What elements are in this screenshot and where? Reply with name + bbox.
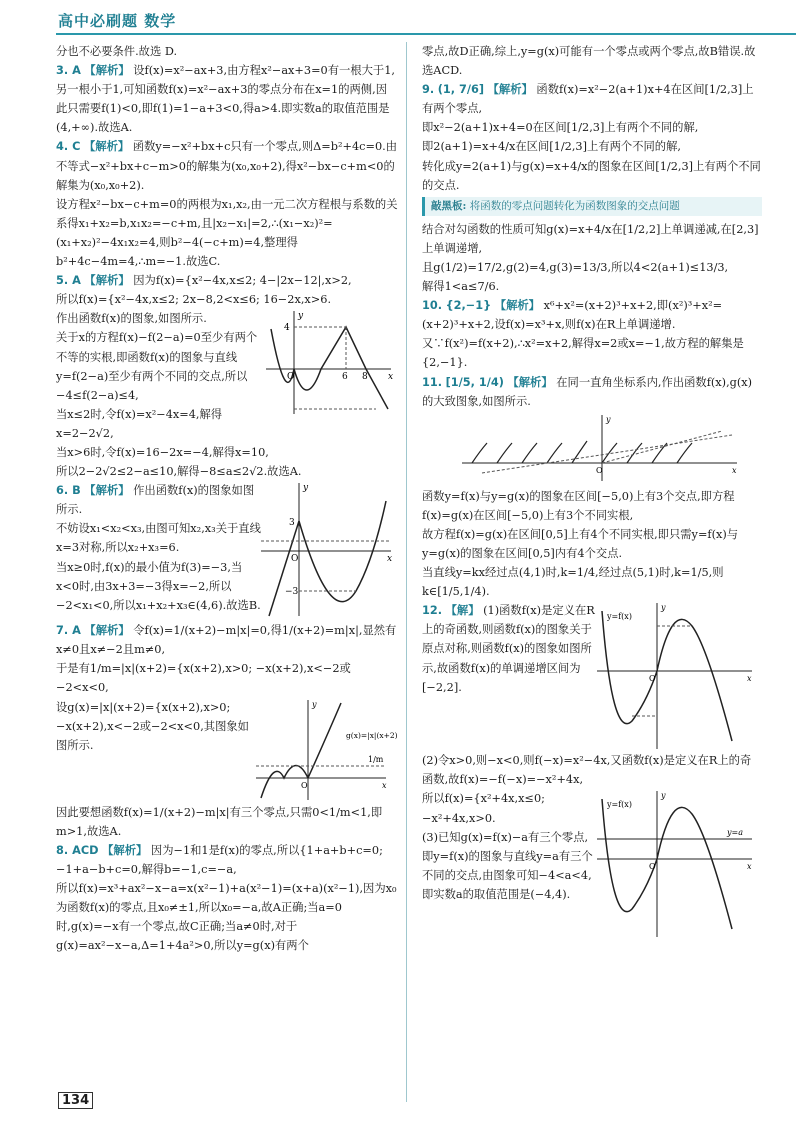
column-divider xyxy=(406,42,407,1102)
analysis-tag: 【解析】 xyxy=(494,298,540,313)
analysis-tag: 【解析】 xyxy=(487,82,533,97)
solution-text: 当x>6时,令f(x)=16−2x=−4,解得x=10, xyxy=(56,445,269,459)
question-number: 10. xyxy=(422,299,443,313)
solution-text: 令f(x)=1/(x+2)−m|x|=0,得1/(x+2)=m|x|,显然有x≠0且x≠−2且m≠0, xyxy=(56,624,397,657)
figure-q5 xyxy=(266,309,396,443)
svg-text:3: 3 xyxy=(289,518,295,529)
solution-11 xyxy=(422,373,762,602)
solution-text: 结合对勾函数的性质可知g(x)=x+4/x在[1/2,2]上单调递减,在[2,3]上单调递增, xyxy=(422,222,759,255)
solution-10 xyxy=(422,296,762,372)
question-number: 3. A xyxy=(56,64,81,78)
solution-text: 即2(a+1)=x+4/x在区间[1/2,3]上有两个不同的解, xyxy=(422,140,681,154)
solution-text: 所以f(x)={x²+4x,x≤0; −x²+4x,x>0. xyxy=(422,792,545,825)
tick-label: 4 xyxy=(284,323,290,334)
solution-text: 因为f(x)={x²−4x,x≤2; 4−|2x−12|,x>2, xyxy=(133,274,352,288)
solution-text: 作出函数f(x)的图象,如图所示. xyxy=(56,312,207,326)
solution-5 xyxy=(56,271,398,481)
svg-text:x: x xyxy=(387,554,393,565)
solution-text: (2)令x>0,则−x<0,则f(−x)=x²−4x,又函数f(x)是定义在R上的奇函数,故f(x)=−f(−x)=−x²+4x, xyxy=(422,754,752,787)
analysis-tag: 【解析】 xyxy=(84,623,130,638)
answer: [1/5, 1/4) xyxy=(445,375,504,389)
analysis-tag: 【解析】 xyxy=(84,273,130,288)
tick-label: 6 xyxy=(342,372,348,383)
solution-text: 当直线y=kx经过点(4,1)时,k=1/4,经过点(5,1)时,k=1/5,则k∈[1/5,1/4). xyxy=(422,566,724,599)
solution-text: 函数y=f(x)与y=g(x)的图象在区间[−5,0)上有3个交点,即方程f(x)=g(x)在区间[−5,0)上有3个不同实根, xyxy=(422,489,735,522)
piecewise-definition: 所以f(x)={x²−4x,x≤2; 2x−8,2<x≤6; 16−2x,x>6. xyxy=(56,293,332,307)
svg-text:x: x xyxy=(747,674,752,684)
svg-text:−3: −3 xyxy=(285,587,299,598)
question-number: 4. C xyxy=(56,140,81,154)
answer: (1, 7/6] xyxy=(437,83,485,97)
right-column xyxy=(422,42,762,939)
figure-q7 xyxy=(256,698,398,803)
tick-label: 8 xyxy=(362,372,368,383)
key-point-note xyxy=(422,197,762,216)
curve-label: y=f(x) xyxy=(607,612,632,622)
question-number: 11. xyxy=(422,375,443,389)
svg-text:O: O xyxy=(301,780,308,790)
axis-label: x xyxy=(388,372,394,383)
left-column xyxy=(56,42,398,955)
solution-4 xyxy=(56,137,398,271)
solution-text: 解得1<a≤7/6. xyxy=(422,280,500,294)
solution-text: 在同一直角坐标系内,作出函数f(x),g(x)的大致图象,如图所示. xyxy=(422,375,753,408)
solution-6 xyxy=(56,481,398,621)
line-label: y=a xyxy=(727,828,743,838)
svg-text:x: x xyxy=(747,862,752,872)
axis-label: y xyxy=(298,311,304,322)
solution-text: 且g(1/2)=17/2,g(2)=4,g(3)=13/3,所以4<2(a+1)≤13/3, xyxy=(422,260,729,274)
solution-text: 当x≥0时,f(x)的最小值为f(3)=−3,当x<0时,由3x+3=−3得x=−2,所以−2<x₁<0,所以x₁+x₂+x₃∈(4,6).故选B. xyxy=(56,560,261,612)
question-number: 12. xyxy=(422,604,443,618)
solution-text: x⁶+x²=(x+2)³+x+2,即(x²)³+x²=(x+2)³+x+2,设f(x)=x³+x,则f(x)在R上单调递增. xyxy=(422,299,723,332)
solution-text: 因此要想函数f(x)=1/(x+2)−m|x|有三个零点,只需0<1/m<1,即m>1,故选A. xyxy=(56,805,383,838)
solution-text: 函数f(x)=x²−2(a+1)x+4在区间[1/2,3]上有两个零点, xyxy=(422,83,754,116)
solution-text: 设方程x²−bx−c+m=0的两根为x₁,x₂,由一元二次方程根与系数的关系得x₁+x₂=b,x₁x₂=−c+m,且|x₂−x₁|=2,∴(x₁−x₂)²=(x₁+x₂)²−4x₁x₂=4,则b²−4(−c+m)=4,整理得b²+4c−4m=4,∴m=−1.故选C. xyxy=(56,197,398,269)
svg-text:x: x xyxy=(732,465,737,475)
solution-text: 所以2−2√2≤2−a≤10,解得−8≤a≤2√2.故选A. xyxy=(56,465,302,479)
solution-text: 即x²−2(a+1)x+4=0在区间[1/2,3]上有两个不同的解, xyxy=(422,121,699,135)
figure-q12a xyxy=(597,601,757,751)
curve-label: g(x)=|x|(x+2) xyxy=(346,730,398,740)
tick-label: O xyxy=(287,372,295,383)
continuation-text: 分也不必要条件.故选 D. xyxy=(56,45,178,58)
analysis-tag: 【解析】 xyxy=(84,63,130,78)
curve-label: y=f(x) xyxy=(607,800,632,810)
figure-q6 xyxy=(261,481,396,621)
solution-text: 所以f(x)=x³+ax²−x−a=x(x²−1)+a(x²−1)=(x+a)(x²−1),因为x₀为函数f(x)的零点,且x₀≠±1,所以x₀=−a,故A正确;当a=0时,g(x)=−x有一个零点,故C正确;当a≠0时,对于g(x)=ax²−x−a,Δ=1+4a²>0,所以y=g(x)有两个 xyxy=(56,881,397,953)
solution-text: 因为−1和1是f(x)的零点,所以{1+a+b+c=0; −1+a−b+c=0,解得b=−1,c=−a, xyxy=(56,843,383,876)
question-number: 5. A xyxy=(56,274,81,288)
note-label: 敲黑板: xyxy=(431,199,467,212)
header-rule xyxy=(56,33,796,35)
question-number: 8. ACD xyxy=(56,843,99,857)
svg-text:y: y xyxy=(661,603,666,613)
question-number: 9. xyxy=(422,83,435,97)
solution-text: 设f(x)=x²−ax+3,由方程x²−ax+3=0有一根大于1,另一根小于1,可知函数f(x)=x²−ax+3的零点分布在x=1的两侧,因此只需要f(1)<0,即f(1)=1−a+3<0,得a>4.即实数a的取值范围是(4,+∞).故选A. xyxy=(56,64,395,135)
solution-text: (3)已知g(x)=f(x)−a有三个零点,即y=f(x)的图象与直线y=a有三个不同的交点,由图象可知−4<a<4,即实数a的取值范围是(−4,4). xyxy=(422,830,593,901)
answer: {2,−1} xyxy=(445,299,492,313)
solution-text: 转化成y=2(a+1)与g(x)=x+4/x的图象在区间[1/2,3]上有两个不同的交点. xyxy=(422,159,761,192)
line-label: 1/m xyxy=(368,754,384,764)
solution-text: 当x≤2时,令f(x)=x²−4x=4,解得x=2−2√2, xyxy=(56,407,223,440)
page-number: 134 xyxy=(58,1092,93,1109)
svg-text:O: O xyxy=(649,862,656,872)
solution-9 xyxy=(422,80,762,296)
solution-text: 不妨设x₁<x₂<x₃,由图可知x₂,x₃关于直线x=3对称,所以x₂+x₃=6. xyxy=(56,522,261,555)
solution-8 xyxy=(56,841,398,956)
solution-text: 关于x的方程f(x)−f(2−a)=0至少有两个不等的实根,即函数f(x)的图象与直线y=f(2−a)至少有两个不同的交点,所以−4≤f(2−a)≤4, xyxy=(56,331,258,402)
svg-text:y: y xyxy=(661,791,666,801)
solution-text: 故方程f(x)=g(x)在区间[0,5]上有4个不同实根,即只需y=f(x)与y=g(x)的图象在区间[0,5]内有4个交点. xyxy=(422,527,739,560)
svg-text:y: y xyxy=(303,483,309,494)
analysis-tag: 【解析】 xyxy=(84,483,130,498)
solution-text: 又∵f(x²)=f(x+2),∴x²=x+2,解得x=2或x=−1,故方程的解集是{2,−1}. xyxy=(422,337,744,370)
svg-text:x: x xyxy=(382,780,387,790)
analysis-tag: 【解析】 xyxy=(102,842,148,857)
svg-text:y: y xyxy=(606,414,611,424)
figure-q12b xyxy=(597,789,757,939)
solution-7 xyxy=(56,621,398,841)
note-text: 将函数的零点问题转化为函数图象的交点问题 xyxy=(469,199,680,212)
svg-text:O: O xyxy=(291,554,299,565)
svg-text:y: y xyxy=(312,699,317,709)
solution-3 xyxy=(56,61,398,137)
question-number: 6. B xyxy=(56,484,81,498)
book-title: 高中必刷题 数学 xyxy=(58,12,177,30)
solution-text: 函数y=−x²+bx+c只有一个零点,则Δ=b²+4c=0.由不等式−x²+bx+c−m>0的解集为(x₀,x₀+2),得x²−bx−c+m<0的解集为(x₀,x₀+2). xyxy=(56,140,398,192)
solution-tag: 【解】 xyxy=(445,603,480,618)
continuation-text: 零点,故D正确,综上,y=g(x)可能有一个零点或两个零点,故B错误.故选ACD. xyxy=(422,45,756,78)
solution-text: (1)函数f(x)是定义在R上的奇函数,则函数f(x)的图象关于原点对称,则函数f(x)的图象如图所示,故函数f(x)的单调递增区间为[−2,2]. xyxy=(422,604,595,694)
solution-12 xyxy=(422,601,762,939)
solution-text: 作出函数f(x)的图象如图所示. xyxy=(56,484,255,517)
figure-q11 xyxy=(462,413,762,485)
question-number: 7. A xyxy=(56,624,81,638)
svg-text:O: O xyxy=(596,465,603,475)
page-header xyxy=(0,0,800,38)
analysis-tag: 【解析】 xyxy=(507,374,553,389)
svg-text:O: O xyxy=(649,674,656,684)
solution-text: 于是有1/m=|x|(x+2)={x(x+2),x>0; −x(x+2),x<−2或−2<x<0, xyxy=(56,662,351,695)
analysis-tag: 【解析】 xyxy=(83,139,130,154)
solution-text: 设g(x)=|x|(x+2)={x(x+2),x>0; −x(x+2),x<−2或−2<x<0,其图象如图所示. xyxy=(56,700,249,752)
